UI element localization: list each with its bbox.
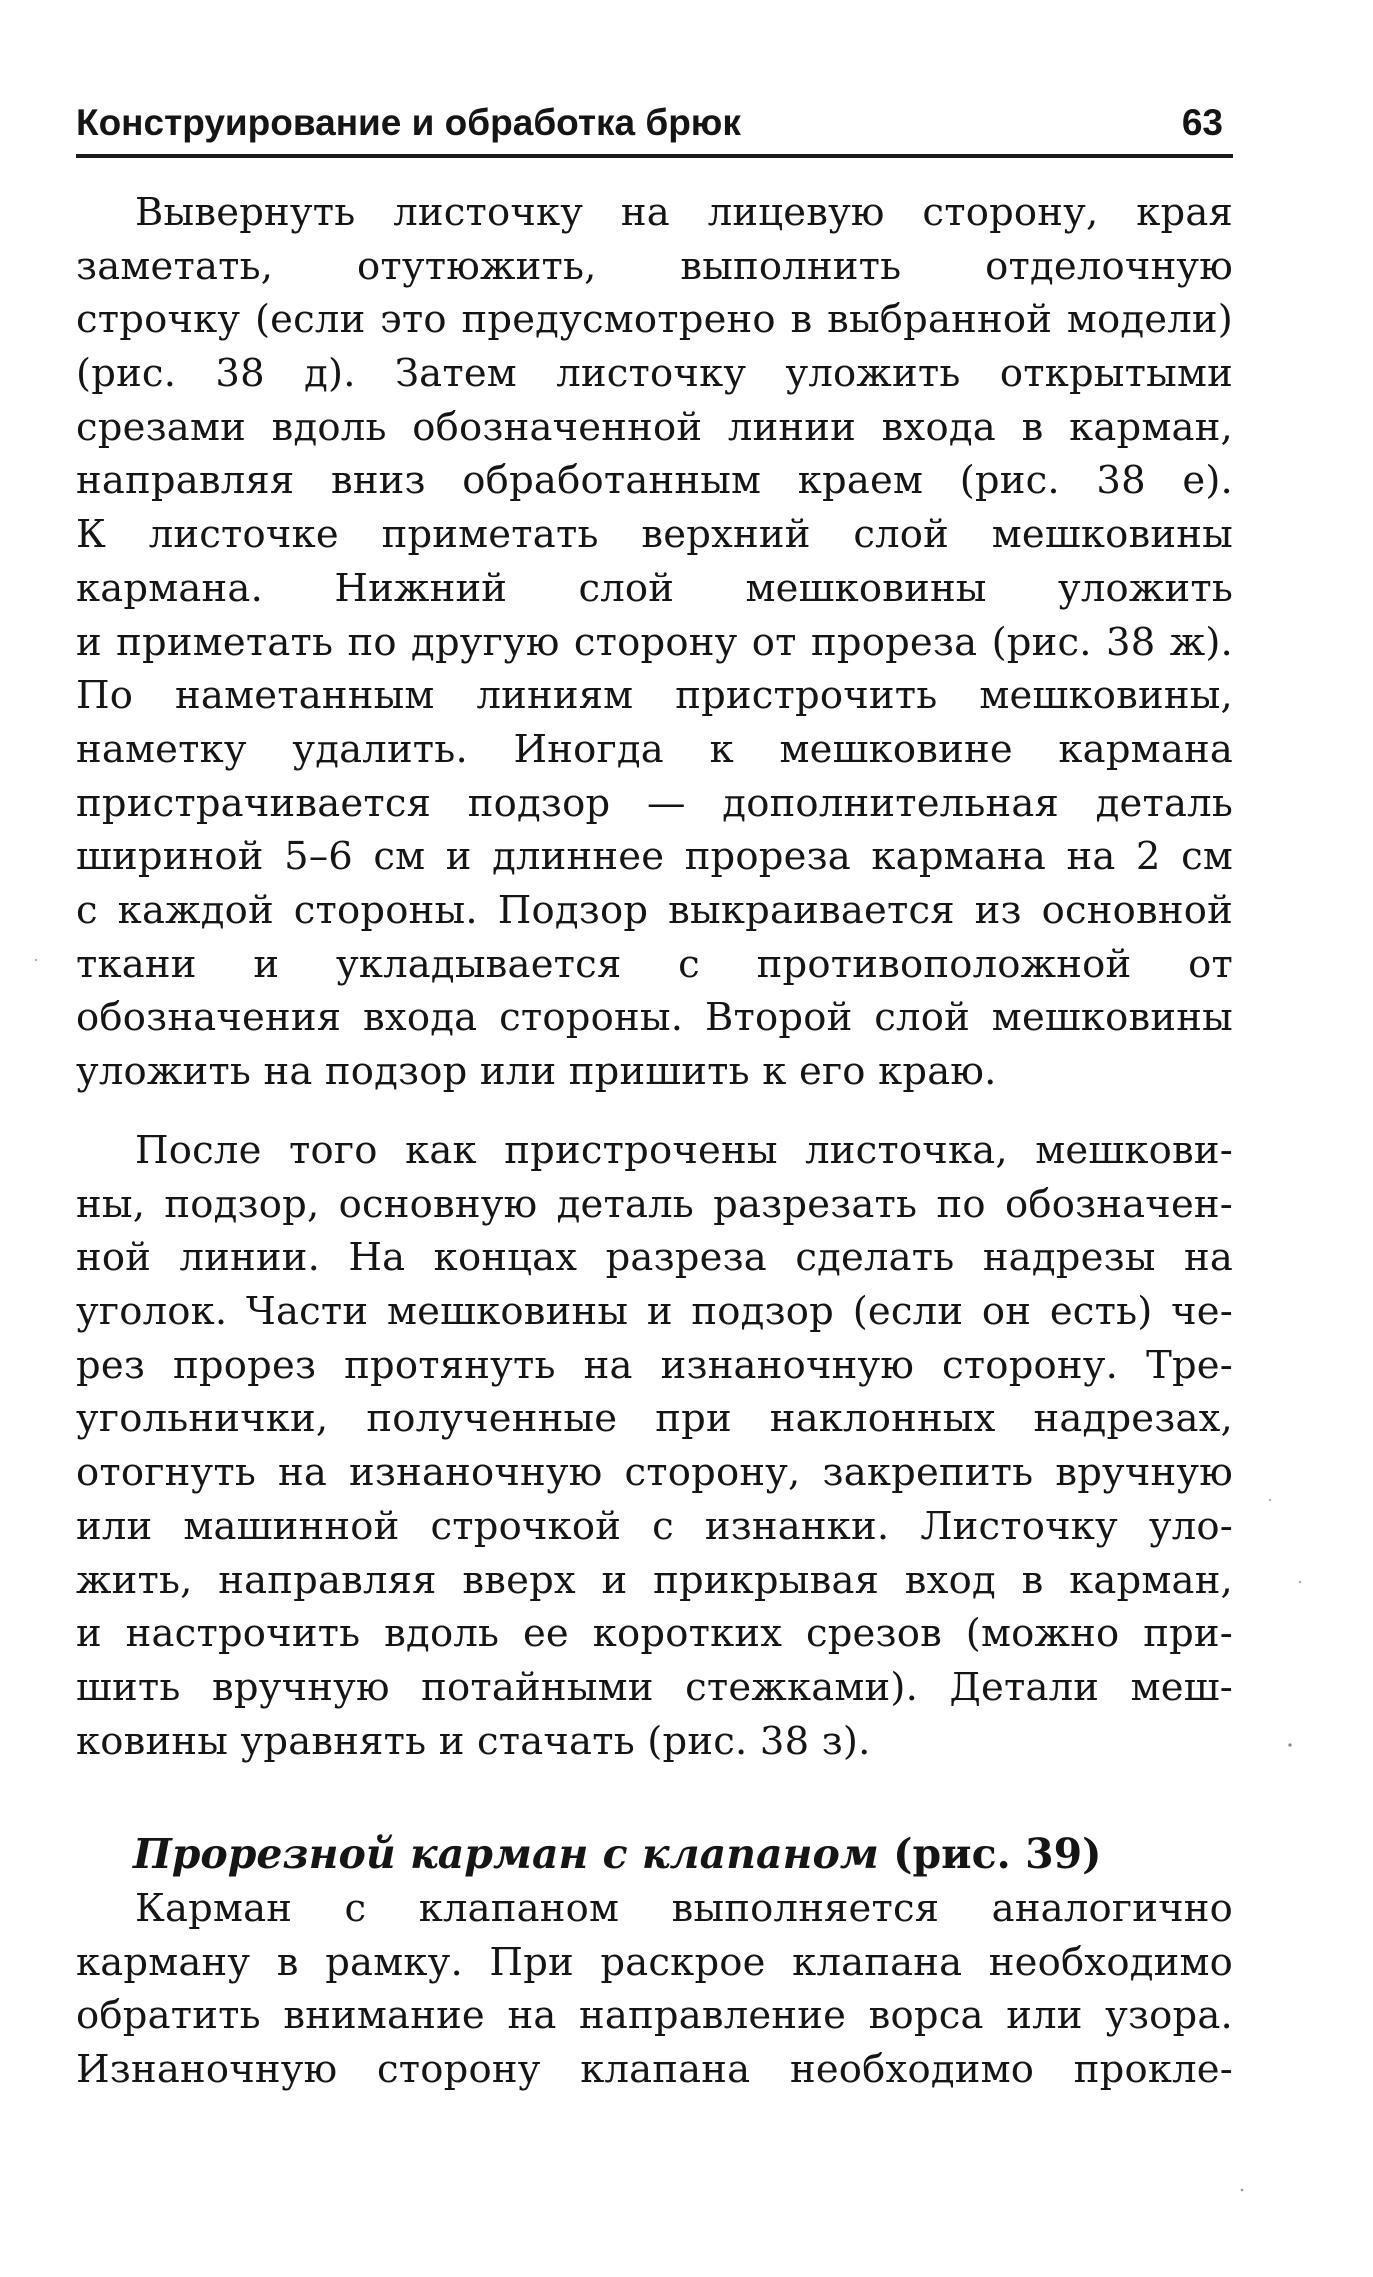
text-line: Изнаночную сторону клапана необходимо прокле-: [76, 2047, 1233, 2093]
text-line: рез прорез протянуть на изнаночную сторону. Тре-: [76, 1342, 1233, 1388]
text-line: жить, направляя вверх и прикрывая вход в карман,: [76, 1557, 1233, 1603]
section-heading: [133, 1826, 1102, 1882]
text-line: наметку удалить. Иногда к мешковине кармана: [76, 726, 1233, 772]
text-line: обозначения входа стороны. Второй слой мешковины: [76, 995, 1233, 1041]
text-line: ной линии. На концах разреза сделать надрезы на: [76, 1235, 1233, 1281]
paragraph-2: [76, 1124, 1233, 1768]
paragraph-3: [76, 1882, 1233, 2097]
text-line: отогнуть на изнаночную сторону, закрепить вручную: [76, 1450, 1233, 1496]
text-line: срезами вдоль обозначенной линии входа в карман,: [76, 404, 1233, 450]
text-line: шириной 5–6 см и длиннее прореза кармана на 2 см: [76, 834, 1233, 880]
text-line: и приметать по другую сторону от прореза (рис. 38 ж).: [76, 619, 1233, 665]
text-line: шить вручную потайными стежками). Детали меш-: [76, 1664, 1233, 1710]
running-head: [76, 92, 1233, 158]
text-line: или машинной строчкой с изнанки. Листочку уло-: [76, 1503, 1233, 1549]
text-line: пристрачивается подзор — дополнительная деталь: [76, 780, 1233, 826]
text-line: уголок. Части мешковины и подзор (если он есть) че-: [76, 1289, 1233, 1335]
text-line: Вывернуть листочку на лицевую сторону, края: [135, 190, 1233, 235]
running-head-title: Конструирование и обработка брюк: [76, 102, 741, 143]
text-line: обратить внимание на направление ворса или узора.: [76, 1993, 1233, 2039]
text-line: строчку (если это предусмотрено в выбранной модели): [76, 297, 1233, 343]
text-line: После того как пристрочены листочка, мешкови-: [135, 1128, 1233, 1173]
text-line: угольнички, полученные при наклонных надрезах,: [76, 1396, 1233, 1442]
page-number: 63: [1181, 102, 1223, 143]
text-line: (рис. 38 д). Затем листочку уложить открытыми: [76, 351, 1233, 397]
text-line: Карман с клапаном выполняется аналогично: [135, 1886, 1233, 1931]
text-line: уложить на подзор или пришить к его краю.: [76, 1049, 997, 1094]
section-heading-figure-ref: (рис. 39): [878, 1830, 1102, 1878]
text-line: К листочке приметать верхний слой мешковины: [76, 512, 1233, 558]
paragraph-1: [76, 186, 1233, 1099]
text-line: карману в рамку. При раскрое клапана необходимо: [76, 1939, 1233, 1985]
text-line: заметать, отутюжить, выполнить отделочную: [76, 243, 1233, 289]
text-line: По наметанным линиям пристрочить мешковины,: [76, 673, 1233, 719]
text-line: ткани и укладывается с противоположной от: [76, 941, 1233, 987]
text-line: с каждой стороны. Подзор выкраивается из основной: [76, 887, 1233, 933]
text-line: ковины уравнять и стачать (рис. 38 з).: [76, 1718, 871, 1764]
section-heading-title: Прорезной карман с клапаном: [133, 1830, 879, 1878]
text-line: и настрочить вдоль ее коротких срезов (можно при-: [76, 1611, 1233, 1657]
text-line: кармана. Нижний слой мешковины уложить: [76, 565, 1233, 611]
text-line: ны, подзор, основную деталь разрезать по обозначен-: [76, 1181, 1233, 1227]
text-line: направляя вниз обработанным краем (рис. 38 е).: [76, 458, 1233, 504]
